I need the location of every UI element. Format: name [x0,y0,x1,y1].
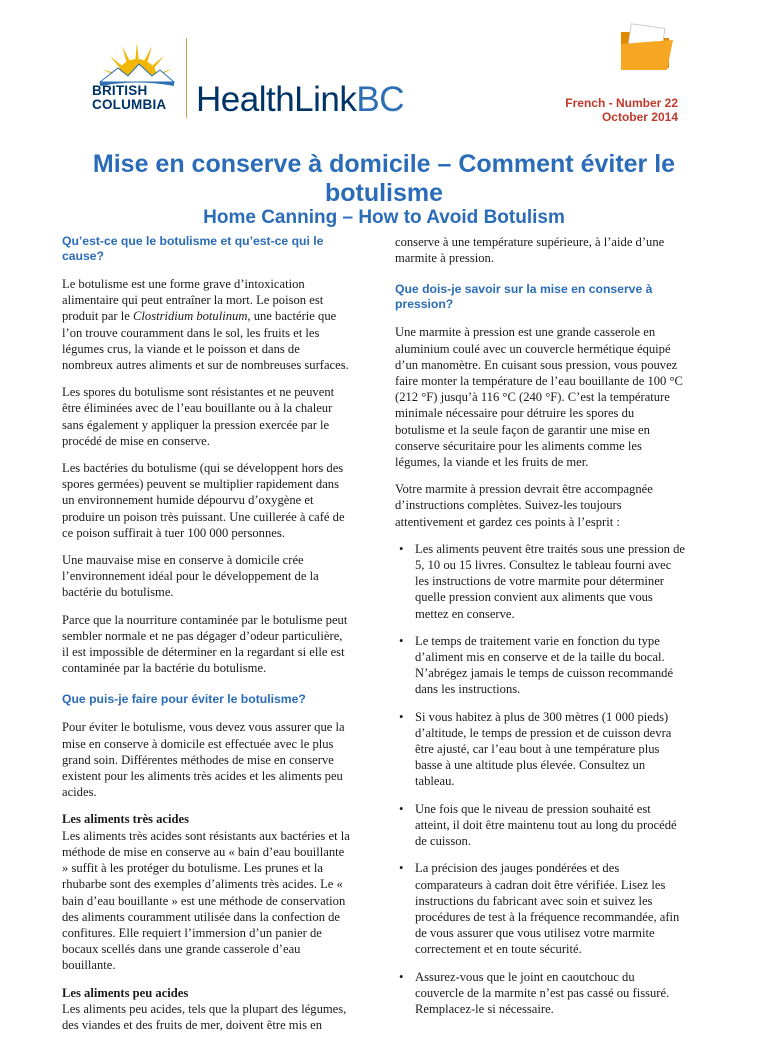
british-columbia-wordmark [92,84,192,112]
language-number: French - Number 22 [565,96,678,110]
paragraph: Une marmite à pression est une grande casserole en aluminium coulé avec un couvercle hermétique équipé d’un manomètre. En cuisant sous pression, vous pouvez faire monter la température de l’eau bouillante de 100 °C (212 °F) jusqu’à 116 °C (240 °F). C’est la température minimale nécessaire pour détruire les spores du botulisme et la seule façon de garantir une mise en conserve sécuritaire pour les aliments comme les légumes, la viande et les fruits de mer. [395,325,683,470]
list-item: • Si vous habitez à plus de 300 mètres (1 000 pieds) d’altitude, le temps de pression et de cuisson devra être ajusté, car l’eau bout à une température plus basse à une altitude plus élevée. Consultez un tableau. [395,709,685,790]
paragraph: Pour éviter le botulisme, vous devez vous assurer que la mise en conserve à domicile est effectuée avec le plus grand soin. Différentes méthodes de mise en conserve existent pour les aliments très acides et les aliments peu acides. [62,720,345,800]
heading-pressure-canning: Que dois-je savoir sur la mise en conserve à pression? [395,282,653,312]
instruction-list [395,541,685,1017]
paragraph-low-acid [62,985,352,1034]
subheading-low-acid: Les aliments peu acides [62,985,189,1000]
species-name: Clostridium botulinum, [133,309,251,324]
heading-what-is-botulism: Qu’est-ce que le botulisme et qu’est-ce qui le cause? [62,234,324,263]
healthlinkbc-logo [196,80,404,120]
bc-line-2: COLUMBIA [92,97,167,112]
paragraph: Les spores du botulisme sont résistantes et ne peuvent être éliminées avec de l’eau bouillante ou à la chaleur sans également y appliquer la pression exercée par le procédé de mise en conserve. [62,385,335,448]
paragraph-continued: conserve à une température supérieure, à l’aide d’une marmite à pression. [395,235,665,266]
page-header [0,0,768,140]
list-item: • Une fois que le niveau de pression souhaité est atteint, il doit être maintenu tout au long du procédé de cuisson. [395,801,685,850]
right-column [395,234,685,1028]
paragraph-high-acid [62,811,352,973]
paragraph [62,276,352,373]
paragraph: Parce que la nourriture contaminée par le botulisme peut sembler normale et ne pas dégager d’odeur particulière, il est impossible de déterminer en la regardant si elle est contaminée par la bactérie du botulisme. [62,612,348,676]
healthlink-text: HealthLink [196,80,357,119]
left-column [62,234,352,1044]
text: une bactérie que l’on trouve couramment dans le sol, les fruits et les légumes crus, la viande et le poisson et dans de nombreux autres aliments et sur de nombreuses surfaces. [62,309,349,373]
subheading-high-acid: Les aliments très acides [62,812,189,827]
text: Les aliments peu acides, tels que la plupart des légumes, des viandes et des fruits de mer, doivent être mis en [62,1001,347,1032]
page-title: Mise en conserve à domicile – Comment éviter le botulisme [92,150,676,207]
paragraph: Une mauvaise mise en conserve à domicile crée l’environnement idéal pour le développement de la bactérie du botulisme. [62,553,319,600]
paragraph: Votre marmite à pression devrait être accompagnée d’instructions complètes. Suivez-les toujours attentivement et gardez ces points à l’esprit : [395,482,653,529]
logo-divider [186,38,187,118]
list-item: • La précision des jauges pondérées et des comparateurs à cadran doit être vérifiée. Lisez les instructions du fabricant avec soin et suivez les procédures de test à la fréquence recommandée, afin de vous assurer que vous utilisez votre marmite correctement et en toute sécurité. [395,860,685,957]
list-item: • Assurez-vous que le joint en caoutchouc du couvercle de la marmite n’est pas cassé ou fissuré. Remplacez-le si nécessaire. [395,969,685,1018]
paragraph: Les bactéries du botulisme (qui se développent hors des spores germées) peuvent se multiplier rapidement dans un environnement humide dépourvu d’oxygène et produire un poison très puissant. Une cuillerée à café de ce poison suffirait à tuer 100 000 personnes. [62,461,345,540]
page-subtitle: Home Canning – How to Avoid Botulism [203,207,565,228]
folder-icon [617,20,677,76]
list-item: • Les aliments peuvent être traités sous une pression de 5, 10 ou 15 livres. Consultez le tableau fourni avec les instructions de votre marmite pour déterminer quelle pression convient aux aliments que vous mettez en conserve. [395,541,685,622]
text: Le botulisme est une forme grave d’intoxication alimentaire qui peut entraîner la mort. Le poison est produit par le [62,277,324,324]
heading-how-to-prevent: Que puis-je faire pour éviter le botulisme? [62,692,306,707]
healthlink-bc-text: BC [356,80,405,119]
list-item: • Le temps de traitement varie en fonction du type d’aliment mis en conserve et de la taille du bocal. N’abrégez jamais le temps de cuisson recommandé dans les instructions. [395,633,685,698]
text: Les aliments très acides sont résistants aux bactéries et la méthode de mise en conserve au « bain d’eau bouillante » suffit à les protéger du botulisme. Les prunes et la rhubarbe sont des exemples d’aliments très acides. Le « bain d’eau bouillante » est une méthode de conservation des aliments couramment utilisée dans la confection de confitures. Elle requiert l’immersion d’un panier de bocaux scellés dans une grande casserole d’eau bouillante. [62,828,350,973]
publication-date: October 2014 [601,110,678,124]
document-meta [565,96,678,124]
bc-line-1: BRITISH [92,83,148,98]
